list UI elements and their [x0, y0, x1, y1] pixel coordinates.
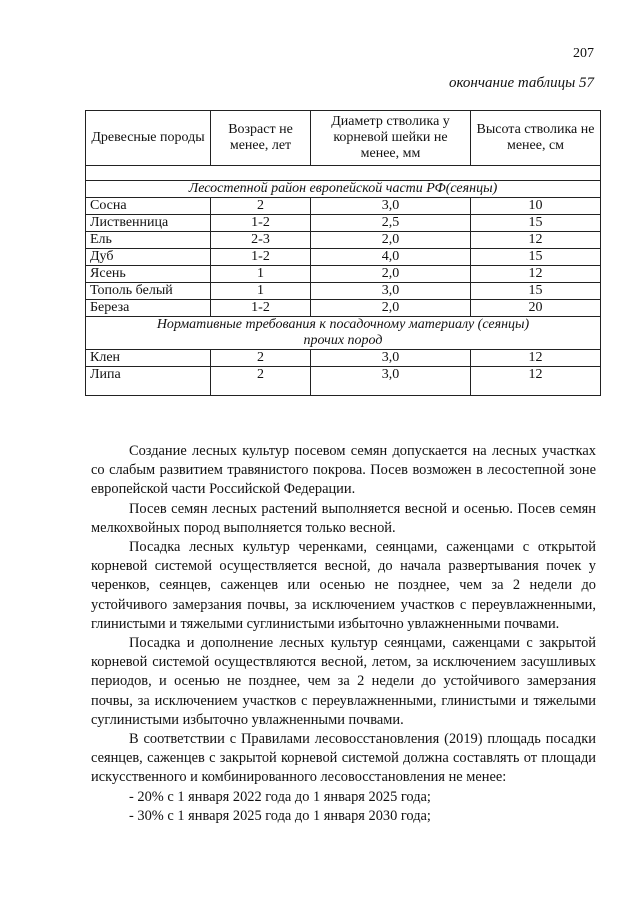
cell-species: Клен	[86, 350, 211, 367]
cell-species: Липа	[86, 367, 211, 396]
cell-diameter: 2,0	[311, 266, 471, 283]
header-diameter: Диаметр стволика у корневой шейки не менее, мм	[311, 111, 471, 166]
paragraph: В соответствии с Правилами лесовосстановления (2019) площадь посадки сеянцев, саженцев с закрытой корневой системой должна составлять от площади искусственного и комбинированного лесовосстановления не менее:	[91, 731, 596, 786]
cell-age: 2	[211, 198, 311, 215]
paragraph: Посадка и дополнение лесных культур сеянцами, саженцами с закрытой корневой системой осуществляются весной, летом, за исключением засушливых периодов, и осенью не позднее, чем за 2 недели до устойчивого замерзания почвы, за исключением участков с переувлажненными, глинистыми и тяжелыми суглинистыми избыточно увлажненными почвами.	[91, 635, 596, 728]
cell-diameter: 3,0	[311, 198, 471, 215]
data-table	[85, 110, 601, 396]
cell-diameter: 4,0	[311, 249, 471, 266]
cell-height: 12	[471, 266, 601, 283]
cell-diameter: 3,0	[311, 283, 471, 300]
cell-age: 2-3	[211, 232, 311, 249]
empty-row	[86, 166, 601, 181]
header-age: Возраст не менее, лет	[211, 111, 311, 166]
table-row	[86, 300, 601, 317]
section-title: Лесостепной район европейской части РФ(сеянцы)	[86, 181, 601, 198]
cell-age: 2	[211, 367, 311, 396]
body-text	[91, 442, 596, 826]
cell-diameter: 2,5	[311, 215, 471, 232]
cell-height: 12	[471, 350, 601, 367]
table-row	[86, 198, 601, 215]
cell-species: Тополь белый	[86, 283, 211, 300]
cell-age: 1	[211, 266, 311, 283]
paragraph: Посев семян лесных растений выполняется весной и осенью. Посев семян мелкохвойных пород выполняется только весной.	[91, 500, 596, 536]
paragraph: Создание лесных культур посевом семян допускается на лесных участках со слабым развитием травянистого покрова. Посев возможен в лесостепной зоне европейской части Российской Федерации.	[91, 443, 596, 498]
header-species: Древесные породы	[86, 111, 211, 166]
cell-height: 12	[471, 367, 601, 396]
section-title-line: Нормативные требования к посадочному материалу (сеянцы)	[156, 317, 530, 332]
cell-species: Ель	[86, 232, 211, 249]
table-row	[86, 215, 601, 232]
table-row	[86, 232, 601, 249]
cell-age: 2	[211, 350, 311, 367]
cell-height: 15	[471, 249, 601, 266]
table-row	[86, 367, 601, 396]
paragraph: Посадка лесных культур черенками, сеянцами, саженцами с открытой корневой системой осуществляется весной, до начала развертывания почек у черенков, сеянцев, саженцев или осенью не позднее, чем за 2 недели до устойчивого замерзания почвы, за исключением участков с переувлажненными, глинистыми и тяжелыми суглинистыми избыточно увлажненными почвами.	[91, 539, 596, 632]
cell-species: Береза	[86, 300, 211, 317]
section-title	[86, 317, 601, 350]
section-row	[86, 181, 601, 198]
cell-species: Ясень	[86, 266, 211, 283]
cell-diameter: 2,0	[311, 232, 471, 249]
cell-species: Лиственница	[86, 215, 211, 232]
table-header-row	[86, 111, 601, 166]
cell-age: 1-2	[211, 215, 311, 232]
table-row	[86, 283, 601, 300]
cell-height: 12	[471, 232, 601, 249]
section-row	[86, 317, 601, 350]
cell-species: Сосна	[86, 198, 211, 215]
table-row	[86, 350, 601, 367]
cell-diameter: 3,0	[311, 350, 471, 367]
cell-height: 20	[471, 300, 601, 317]
table-row	[86, 249, 601, 266]
table-caption: окончание таблицы 57	[448, 75, 594, 91]
page-number: 207	[573, 46, 594, 61]
section-title-line: прочих пород	[303, 333, 383, 348]
cell-diameter: 2,0	[311, 300, 471, 317]
cell-age: 1-2	[211, 249, 311, 266]
cell-age: 1	[211, 283, 311, 300]
header-height: Высота стволика не менее, см	[471, 111, 601, 166]
cell-species: Дуб	[86, 249, 211, 266]
list-item: - 30% с 1 января 2025 года до 1 января 2030 года;	[129, 807, 431, 824]
cell-height: 15	[471, 215, 601, 232]
cell-height: 15	[471, 283, 601, 300]
cell-age: 1-2	[211, 300, 311, 317]
cell-diameter: 3,0	[311, 367, 471, 396]
list-item: - 20% с 1 января 2022 года до 1 января 2025 года;	[129, 788, 431, 805]
cell-height: 10	[471, 198, 601, 215]
table-row	[86, 266, 601, 283]
